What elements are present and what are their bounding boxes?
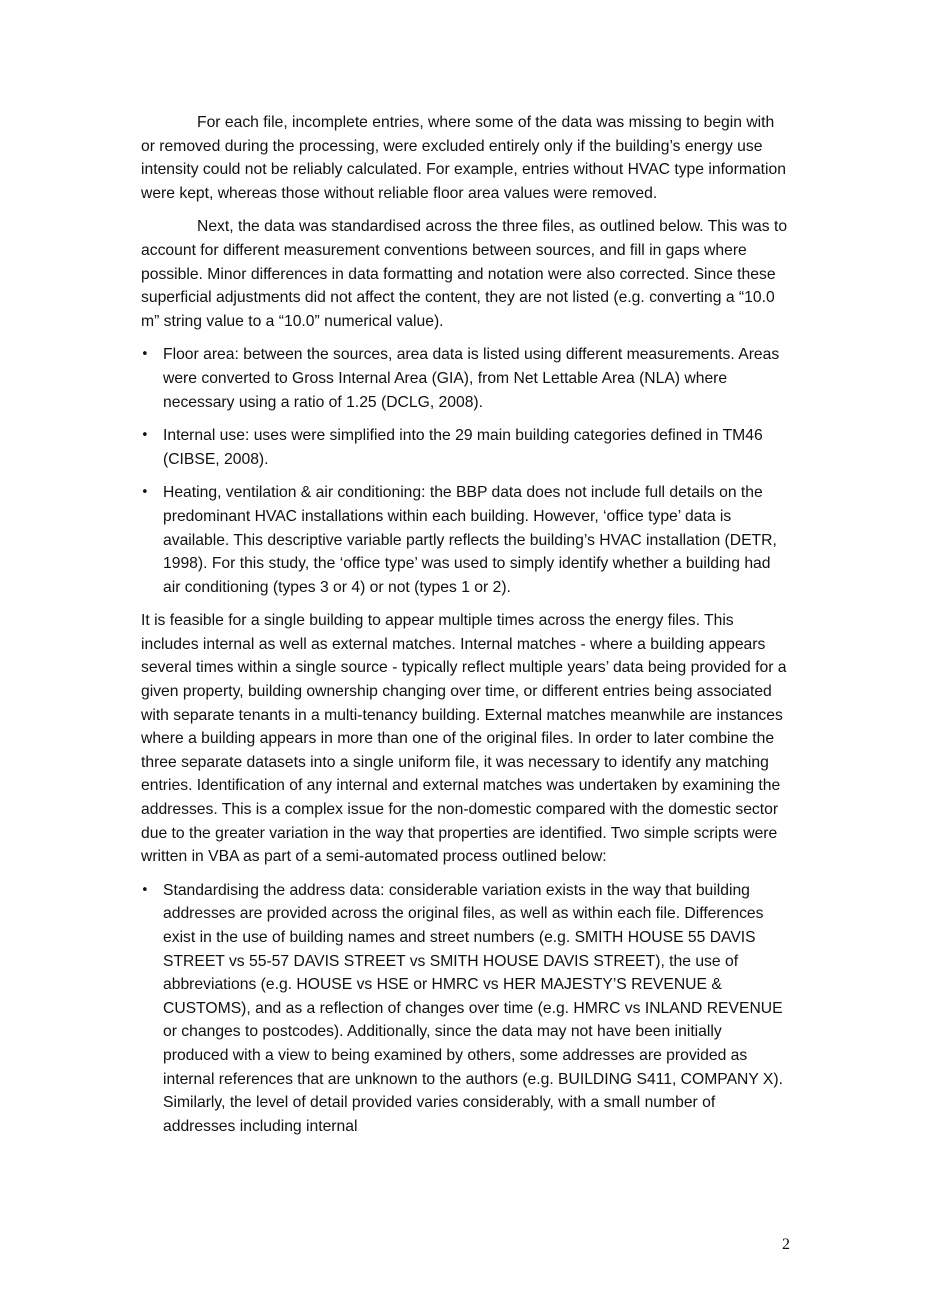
bullet-dot: • [141, 428, 149, 444]
bullet-floor-area [141, 343, 791, 414]
bullet-text: Internal use: uses were simplified into the 29 main building categories defined in TM46 (CIBSE, 2008). [163, 427, 763, 468]
page-number: 2 [782, 1236, 790, 1253]
bullet-dot: • [141, 882, 149, 898]
bullet-internal-use [141, 424, 791, 471]
bullet-standardising-address [141, 879, 791, 1139]
bullet-text: Heating, ventilation & air conditioning: the BBP data does not include full details on the predominant HVAC installations within each building. However, ‘office type’ data is available. This descriptive variable partly reflects the building’s HVAC installation (DETR, 1998). For this study, the ‘office type’ was used to simply identify whether a building had air conditioning (types 3 or 4) or not (types 1 or 2). [163, 484, 777, 596]
bullet-text: Floor area: between the sources, area data is listed using different measurements. Areas were converted to Gross Internal Area (GIA), from Net Lettable Area (NLA) where necessary using a ratio of 1.25 (DCLG, 2008). [163, 346, 780, 411]
body-text [141, 111, 791, 1148]
bullet-dot: • [141, 347, 149, 363]
paragraph-matching: It is feasible for a single building to appear multiple times across the energy files. This includes internal as well as external matches. Internal matches - where a building appears several times within a single source - typically reflect multiple years’ data being provided for a given property, building ownership changing over time, or different entries being associated with separate tenants in a multi-tenancy building. External matches meanwhile are instances where a building appears in more than one of the original files. In order to later combine the three separate datasets into a single uniform file, it was necessary to identify any matching entries. Identification of any internal and external matches was undertaken by examining the addresses. This is a complex issue for the non-domestic compared with the domestic sector due to the greater variation in the way that properties are identified. Two simple scripts were written in VBA as part of a semi-automated process outlined below: [141, 612, 787, 866]
matching-bullet-list [141, 879, 791, 1139]
paragraph-incomplete-entries: For each file, incomplete entries, where some of the data was missing to begin with or removed during the processing, were excluded entirely only if the building’s energy use intensity could not be reliably calculated. For example, entries without HVAC type information were kept, whereas those without reliable floor area values were removed. [141, 114, 786, 202]
bullet-hvac [141, 481, 791, 599]
bullet-text: Standardising the address data: considerable variation exists in the way that building addresses are provided across the original files, as well as within each file. Differences exist in the use of building names and street numbers (e.g. SMITH HOUSE 55 DAVIS STREET vs 55-57 DAVIS STREET vs SMITH HOUSE DAVIS STREET), the use of abbreviations (e.g. HOUSE vs HSE or HMRC vs HER MAJESTY’S REVENUE & CUSTOMS), and as a reflection of changes over time (e.g. HMRC vs INLAND REVENUE or changes to postcodes). Additionally, since the data may not have been initially produced with a view to being examined by others, some addresses are provided as internal references that are unknown to the authors (e.g. BUILDING S411, COMPANY X). Similarly, the level of detail provided varies considerably, with a small number of addresses including internal [163, 881, 783, 1135]
bullet-dot: • [141, 485, 149, 501]
paragraph-standardisation: Next, the data was standardised across the three files, as outlined below. This was to account for different measurement conventions between sources, and fill in gaps where possible. Minor differences in data formatting and notation were also corrected. Since these superficial adjustments did not affect the content, they are not listed (e.g. converting a “10.0 m” string value to a “10.0” numerical value). [141, 218, 788, 330]
standardisation-bullet-list [141, 343, 791, 599]
